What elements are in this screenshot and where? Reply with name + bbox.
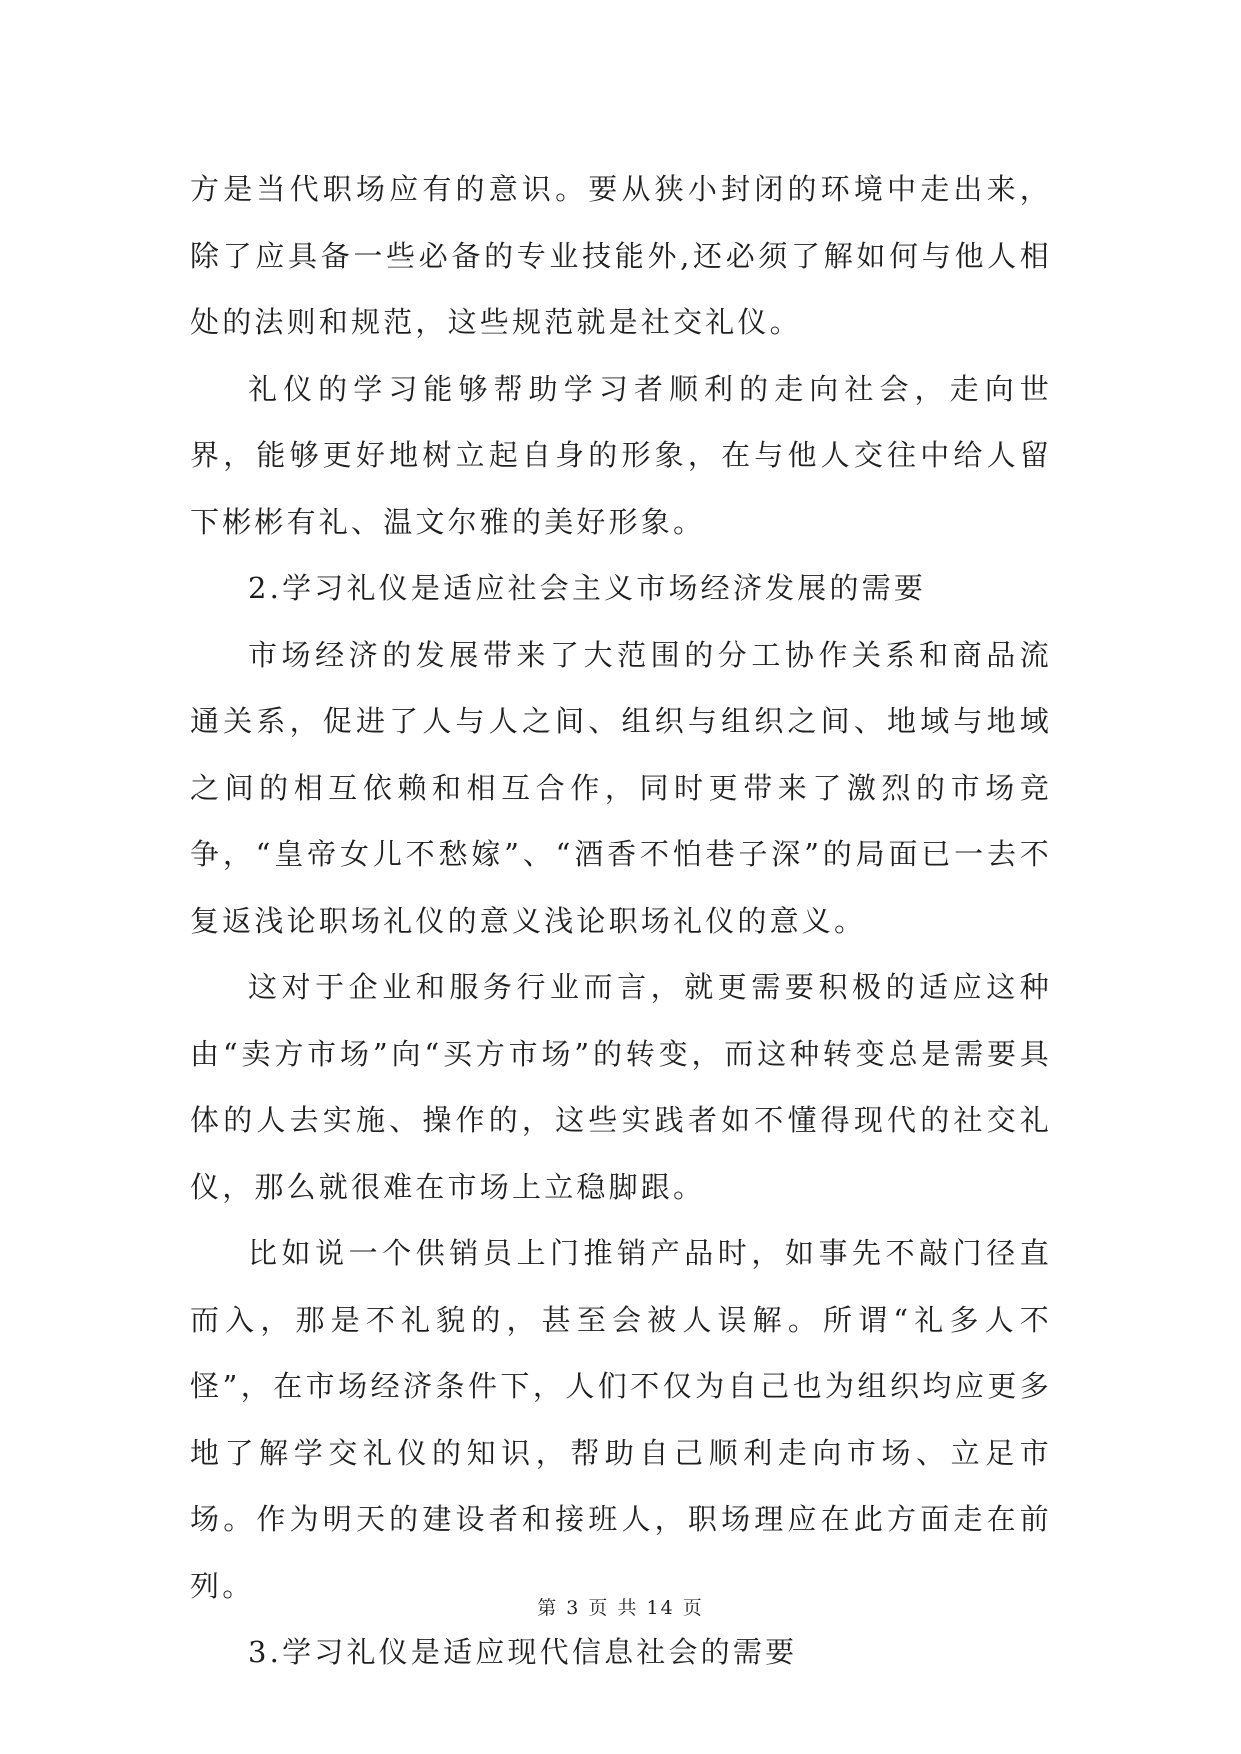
paragraph: 方是当代职场应有的意识。要从狭小封闭的环境中走出来，除了应具备一些必备的专业技能外,还必须了解如何与他人相处的法则和规范，这些规范就是社交礼仪。 xyxy=(190,172,1052,339)
footer-current-page: 3 xyxy=(566,1597,581,1619)
footer-suffix: 页 xyxy=(682,1597,704,1619)
footer-total-pages: 14 xyxy=(646,1597,675,1619)
paragraph: 这对于企业和服务行业而言，就更需要积极的适应这种由“卖方市场”向“买方市场”的转变，而这种转变总是需要具体的人去实施、操作的，这些实践者如不懂得现代的社交礼仪，那么就很难在市场上立稳脚跟。 xyxy=(190,970,1052,1204)
document-body xyxy=(190,156,1052,1686)
paragraph: 比如说一个供销员上门推销产品时，如事先不敲门径直而入，那是不礼貌的，甚至会被人误解。所谓“礼多人不怪”，在市场经济条件下，人们不仅为自己也为组织均应更多地了解学交礼仪的知识，帮助自己顺利走向市场、立足市场。作为明天的建设者和接班人，职场理应在此方面走在前列。 xyxy=(190,1236,1052,1603)
paragraph: 礼仪的学习能够帮助学习者顺利的走向社会，走向世界，能够更好地树立起自身的形象，在与他人交往中给人留下彬彬有礼、温文尔雅的美好形象。 xyxy=(190,371,1052,539)
footer-prefix: 第 xyxy=(537,1597,559,1619)
section-heading: 2.学习礼仪是适应社会主义市场经济发展的需要 xyxy=(248,571,927,605)
section-heading: 3.学习礼仪是适应现代信息社会的需要 xyxy=(248,1635,798,1669)
page-footer xyxy=(0,1593,1241,1620)
footer-middle: 页 共 xyxy=(588,1597,639,1619)
paragraph: 市场经济的发展带来了大范围的分工协作关系和商品流通关系，促进了人与人之间、组织与组织之间、地域与地域之间的相互依赖和相互合作，同时更带来了激烈的市场竞争，“皇帝女儿不愁嫁”、“酒香不怕巷子深”的局面已一去不复返浅论职场礼仪的意义浅论职场礼仪的意义。 xyxy=(190,637,1052,938)
